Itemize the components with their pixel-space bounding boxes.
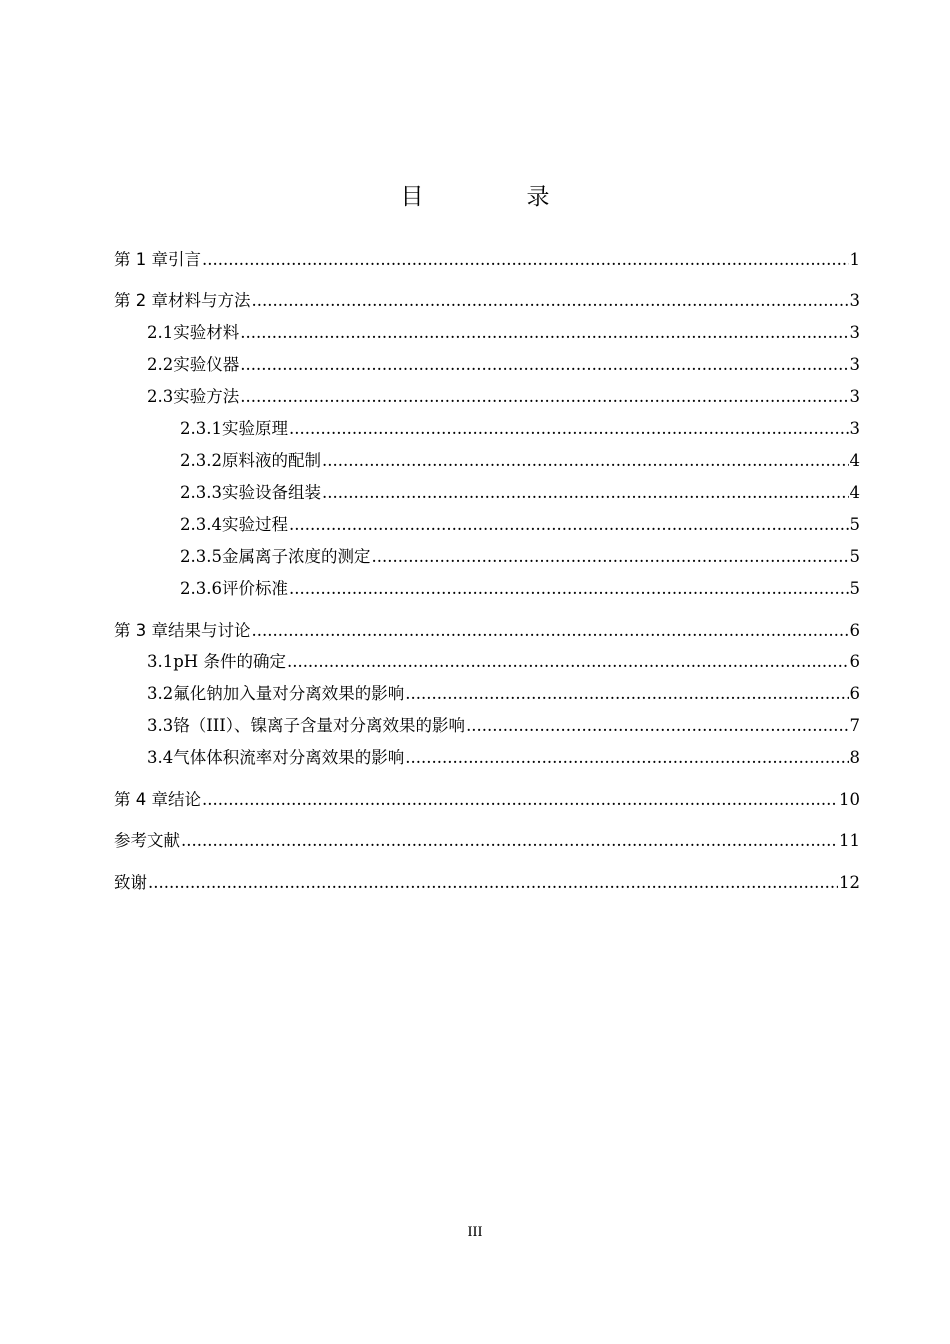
toc-entry[interactable]	[114, 827, 860, 855]
entry-page: 3	[849, 323, 860, 342]
entry-page: 4	[849, 451, 860, 470]
dot-leader	[252, 617, 849, 645]
dot-leader	[202, 786, 838, 814]
entry-number: 2.2	[147, 355, 174, 374]
toc-entry[interactable]	[114, 680, 860, 708]
dot-leader	[322, 447, 849, 475]
dot-leader	[405, 680, 848, 708]
toc-entry[interactable]	[114, 479, 860, 507]
dot-leader	[289, 511, 849, 539]
entry-number: 3.3	[147, 716, 174, 735]
entry-page: 7	[849, 716, 860, 735]
entry-number: 2.3	[147, 387, 174, 406]
entry-number: 2.3.5	[180, 547, 222, 566]
toc-entry[interactable]	[114, 447, 860, 475]
dot-leader	[148, 869, 838, 897]
entry-label: 氟化钠加入量对分离效果的影响	[173, 684, 405, 703]
entry-label: 引言	[168, 250, 201, 269]
entry-page: 11	[839, 831, 860, 850]
dot-leader	[289, 575, 849, 603]
entry-number: 第 1 章	[114, 250, 168, 269]
toc-entry[interactable]	[114, 383, 860, 411]
entry-page: 5	[849, 515, 860, 534]
entry-page: 6	[849, 684, 860, 703]
entry-label: 实验原理	[221, 419, 288, 438]
dot-leader	[322, 479, 849, 507]
entry-number: 2.3.3	[180, 483, 222, 502]
entry-page: 3	[849, 419, 860, 438]
toc-entry[interactable]	[114, 648, 860, 676]
entry-label: 结果与讨论	[168, 621, 251, 640]
toc-entry[interactable]	[114, 869, 860, 897]
dot-leader	[202, 246, 849, 274]
toc-entry[interactable]	[114, 744, 860, 772]
entry-number: 3.4	[147, 748, 174, 767]
entry-number: 2.1	[147, 323, 174, 342]
dot-leader	[181, 827, 838, 855]
dot-leader	[240, 351, 848, 379]
toc-entry[interactable]	[114, 575, 860, 603]
entry-label: 实验仪器	[173, 355, 240, 374]
entry-label: 原料液的配制	[221, 451, 321, 470]
entry-label: 实验设备组装	[221, 483, 321, 502]
toc-entry[interactable]	[114, 786, 860, 814]
entry-page: 6	[849, 652, 860, 671]
entry-label: 评价标准	[221, 579, 288, 598]
dot-leader	[287, 648, 849, 676]
entry-label: 铬（III）、镍离子含量对分离效果的影响	[173, 716, 466, 735]
entry-page: 5	[849, 547, 860, 566]
entry-label: 参考文献	[114, 831, 180, 850]
entry-number: 2.3.4	[180, 515, 222, 534]
toc-entry[interactable]	[114, 319, 860, 347]
toc-title: 目 录	[400, 184, 590, 210]
entry-number: 第 2 章	[114, 291, 168, 310]
dot-leader	[252, 287, 849, 315]
entry-page: 1	[849, 250, 860, 269]
toc-entry[interactable]	[114, 351, 860, 379]
entry-page: 5	[849, 579, 860, 598]
entry-page: 3	[849, 355, 860, 374]
toc-entry[interactable]	[114, 246, 860, 274]
dot-leader	[240, 383, 848, 411]
entry-label: 实验过程	[221, 515, 288, 534]
entry-page: 3	[849, 291, 860, 310]
dot-leader	[240, 319, 848, 347]
entry-label: 结论	[168, 790, 201, 809]
entry-label: 致谢	[114, 873, 147, 892]
entry-page: 6	[849, 621, 860, 640]
entry-page: 4	[849, 483, 860, 502]
entry-number: 3.1	[147, 652, 174, 671]
toc-entry[interactable]	[114, 287, 860, 315]
toc-entry[interactable]	[114, 712, 860, 740]
dot-leader	[289, 415, 849, 443]
entry-number: 2.3.2	[180, 451, 222, 470]
entry-number: 2.3.6	[180, 579, 222, 598]
page-number: III	[467, 1224, 483, 1240]
toc-entry[interactable]	[114, 543, 860, 571]
entry-number: 第 3 章	[114, 621, 168, 640]
toc-entry[interactable]	[114, 617, 860, 645]
dot-leader	[371, 543, 848, 571]
entry-page: 10	[839, 790, 860, 809]
entry-page: 12	[839, 873, 860, 892]
dot-leader	[466, 712, 848, 740]
entry-label: 气体体积流率对分离效果的影响	[173, 748, 405, 767]
toc-entry[interactable]	[114, 415, 860, 443]
toc-entry[interactable]	[114, 511, 860, 539]
entry-label: 实验材料	[173, 323, 240, 342]
entry-page: 8	[849, 748, 860, 767]
dot-leader	[405, 744, 848, 772]
entry-number: 3.2	[147, 684, 174, 703]
entry-label: 实验方法	[173, 387, 240, 406]
entry-label: 金属离子浓度的测定	[221, 547, 371, 566]
entry-number: 第 4 章	[114, 790, 168, 809]
entry-number: 2.3.1	[180, 419, 222, 438]
entry-label: pH 条件的确定	[173, 652, 286, 671]
entry-label: 材料与方法	[168, 291, 251, 310]
entry-page: 3	[849, 387, 860, 406]
